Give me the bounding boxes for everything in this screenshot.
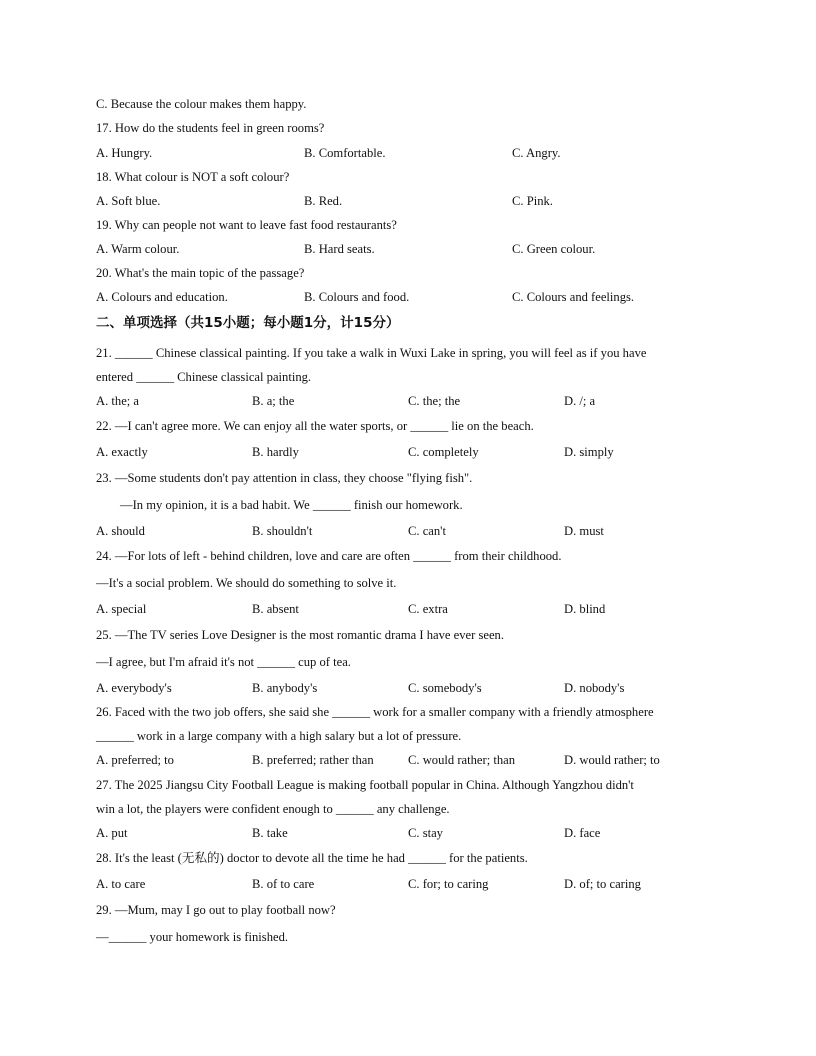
q21-option-d: D. /; a — [564, 394, 596, 408]
q25-stem-line1: 25. —The TV series Love Designer is the most romantic drama I have ever seen. — [96, 628, 505, 642]
q25-option-d: D. nobody's — [564, 681, 625, 695]
q27-stem-line2: win a lot, the players were confident enough to ______ any challenge. — [96, 802, 450, 816]
q25-option-c: C. somebody's — [408, 681, 482, 695]
q24-option-d: D. blind — [564, 602, 606, 616]
q19-stem: 19. Why can people not want to leave fast food restaurants? — [96, 218, 397, 232]
q21-stem-line2: entered ______ Chinese classical painting. — [96, 370, 312, 384]
q23-option-d: D. must — [564, 524, 604, 538]
q26-stem-line1: 26. Faced with the two job offers, she said she ______ work for a smaller company with a friendly atmosphere — [96, 705, 654, 719]
q27-stem-line1: 27. The 2025 Jiangsu City Football League is making football popular in China. Although Yangzhou didn't — [96, 778, 634, 792]
q22-option-d: D. simply — [564, 445, 614, 459]
q25-option-a: A. everybody's — [96, 681, 172, 695]
q23-option-b: B. shouldn't — [252, 524, 313, 538]
q17-stem: 17. How do the students feel in green rooms? — [96, 121, 325, 135]
q19-option-b: B. Hard seats. — [304, 242, 375, 256]
q16-option-c: C. Because the colour makes them happy. — [96, 97, 307, 111]
q29-stem-line1: 29. —Mum, may I go out to play football now? — [96, 903, 336, 917]
q28-option-b: B. of to care — [252, 877, 315, 891]
q18-option-a: A. Soft blue. — [96, 194, 161, 208]
q21-stem-line1: 21. ______ Chinese classical painting. If you take a walk in Wuxi Lake in spring, you will feel as if you have — [96, 346, 647, 360]
section-heading: 二、单项选择（共15小题；每小题1分，计15分） — [96, 315, 400, 331]
q18-option-b: B. Red. — [304, 194, 343, 208]
q22-option-c: C. completely — [408, 445, 479, 459]
q25-stem-line2: —I agree, but I'm afraid it's not ______ cup of tea. — [96, 655, 351, 669]
q18-stem: 18. What colour is NOT a soft colour? — [96, 170, 290, 184]
q26-option-b: B. preferred; rather than — [252, 753, 374, 767]
q24-option-b: B. absent — [252, 602, 299, 616]
q24-option-c: C. extra — [408, 602, 448, 616]
q27-option-b: B. take — [252, 826, 288, 840]
q23-stem-line2: —In my opinion, it is a bad habit. We ______ finish our homework. — [120, 498, 463, 512]
q23-stem-line1: 23. —Some students don't pay attention in class, they choose "flying fish". — [96, 471, 473, 485]
q20-stem: 20. What's the main topic of the passage? — [96, 266, 305, 280]
q26-option-c: C. would rather; than — [408, 753, 516, 767]
q17-option-a: A. Hungry. — [96, 146, 153, 160]
q18-option-c: C. Pink. — [512, 194, 553, 208]
q28-option-c: C. for; to caring — [408, 877, 489, 891]
q20-option-c: C. Colours and feelings. — [512, 290, 635, 304]
q23-option-c: C. can't — [408, 524, 446, 538]
q28-stem: 28. It's the least (无私的) doctor to devote all the time he had ______ for the patients. — [96, 851, 528, 865]
q28-option-d: D. of; to caring — [564, 877, 641, 891]
q20-option-a: A. Colours and education. — [96, 290, 228, 304]
q23-option-a: A. should — [96, 524, 145, 538]
q24-stem-line2: —It's a social problem. We should do something to solve it. — [96, 576, 397, 590]
q26-option-a: A. preferred; to — [96, 753, 174, 767]
q22-option-b: B. hardly — [252, 445, 299, 459]
q26-stem-line2: ______ work in a large company with a high salary but a lot of pressure. — [96, 729, 462, 743]
q21-option-b: B. a; the — [252, 394, 295, 408]
q27-option-a: A. put — [96, 826, 128, 840]
q26-option-d: D. would rather; to — [564, 753, 660, 767]
q27-option-c: C. stay — [408, 826, 443, 840]
q21-option-a: A. the; a — [96, 394, 140, 408]
q22-option-a: A. exactly — [96, 445, 148, 459]
q17-option-c: C. Angry. — [512, 146, 561, 160]
q17-option-b: B. Comfortable. — [304, 146, 386, 160]
q19-option-c: C. Green colour. — [512, 242, 596, 256]
q29-stem-line2: —______ your homework is finished. — [96, 930, 289, 944]
q21-option-c: C. the; the — [408, 394, 461, 408]
q28-option-a: A. to care — [96, 877, 146, 891]
q19-option-a: A. Warm colour. — [96, 242, 180, 256]
q27-option-d: D. face — [564, 826, 601, 840]
q24-stem-line1: 24. —For lots of left - behind children, love and care are often ______ from their childhood. — [96, 549, 562, 563]
q24-option-a: A. special — [96, 602, 147, 616]
q22-stem: 22. —I can't agree more. We can enjoy all the water sports, or ______ lie on the beach. — [96, 419, 534, 433]
q20-option-b: B. Colours and food. — [304, 290, 410, 304]
q25-option-b: B. anybody's — [252, 681, 318, 695]
